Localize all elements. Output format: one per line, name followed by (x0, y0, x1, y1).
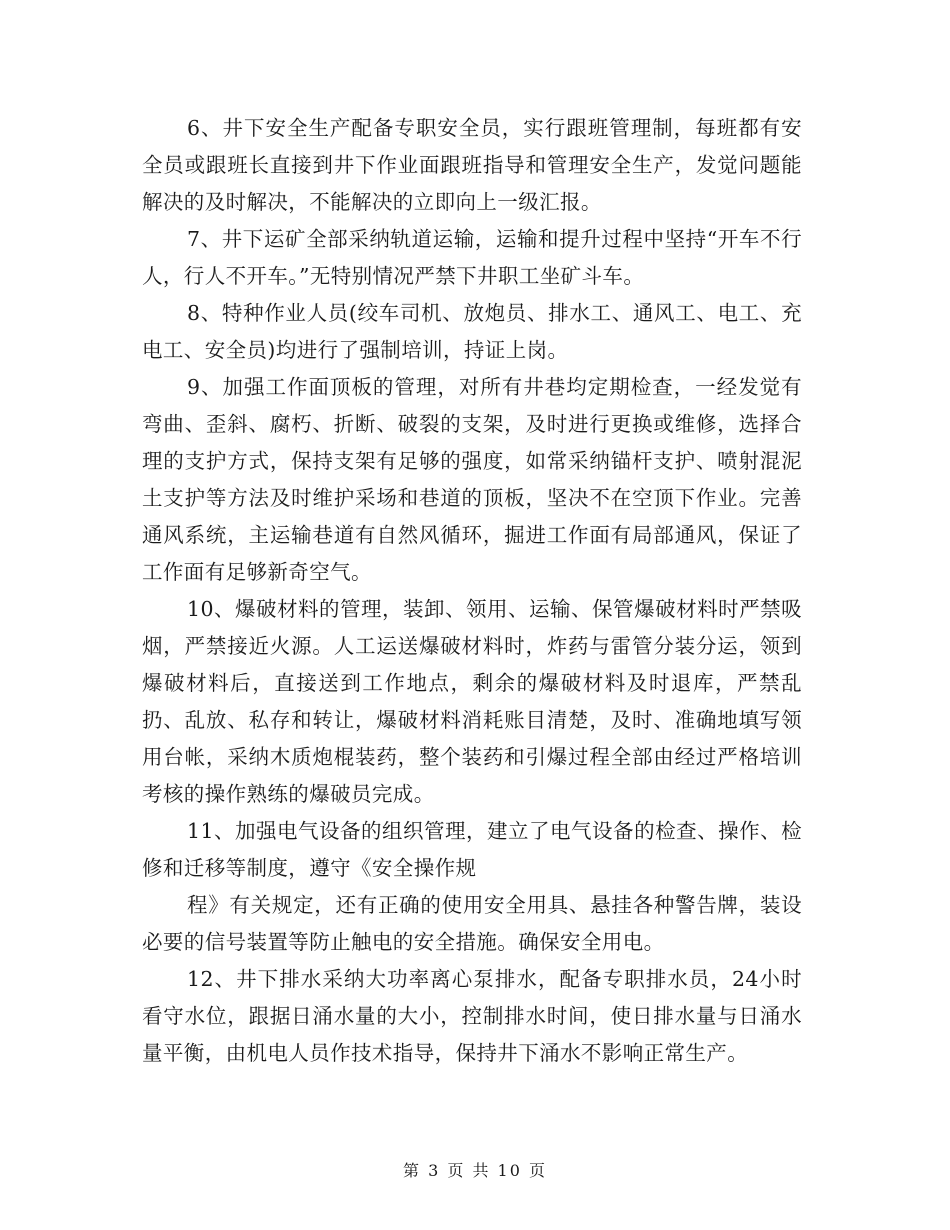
paragraph-12: 12、井下排水采纳大功率离心泵排水，配备专职排水员，24小时看守水位，跟据日涌水量的大小，控制排水时间，使日排水量与日涌水量平衡，由机电人员作技术指导，保持井下涌水不影响正常生产。 (142, 967, 802, 1065)
paragraph-8: 8、特种作业人员(绞车司机、放炮员、排水工、通风工、电工、充电工、安全员)均进行了强制培训，持证上岗。 (142, 301, 802, 362)
paragraph-7: 7、井下运矿全部采纳轨道运输，运输和提升过程中坚持“开车不行人，行人不开车。”无特别情况严禁下井职工坐矿斗车。 (142, 227, 802, 288)
paragraph-11: 11、加强电气设备的组织管理，建立了电气设备的检查、操作、检修和迁移等制度，遵守《安全操作规 (142, 819, 802, 880)
page-footer (0, 1158, 950, 1181)
document-body (142, 110, 802, 1072)
paragraph-11-continued: 程》有关规定，还有正确的使用安全用具、悬挂各种警告牌，装设必要的信号装置等防止触电的安全措施。确保安全用电。 (142, 893, 802, 954)
paragraph-6: 6、井下安全生产配备专职安全员，实行跟班管理制，每班都有安全员或跟班长直接到井下作业面跟班指导和管理安全生产，发觉问题能解决的及时解决，不能解决的立即向上一级汇报。 (142, 116, 802, 214)
paragraph-10: 10、爆破材料的管理，装卸、领用、运输、保管爆破材料时严禁吸烟，严禁接近火源。人工运送爆破材料时，炸药与雷管分装分运，领到爆破材料后，直接送到工作地点，剩余的爆破材料及时退库，严禁乱扔、乱放、私存和转让，爆破材料消耗账目清楚，及时、准确地填写领用台帐，采纳木质炮棍装药，整个装药和引爆过程全部由经过严格培训考核的操作熟练的爆破员完成。 (142, 597, 802, 806)
page-number: 第 3 页 共 10 页 (403, 1161, 547, 1180)
paragraph-9: 9、加强工作面顶板的管理，对所有井巷均定期检查，一经发觉有弯曲、歪斜、腐朽、折断、破裂的支架，及时进行更换或维修，选择合理的支护方式，保持支架有足够的强度，如常采纳锚杆支护、喷射混泥土支护等方法及时维护采场和巷道的顶板，坚决不在空顶下作业。完善通风系统，主运输巷道有自然风循环，掘进工作面有局部通风，保证了工作面有足够新奇空气。 (142, 375, 802, 584)
